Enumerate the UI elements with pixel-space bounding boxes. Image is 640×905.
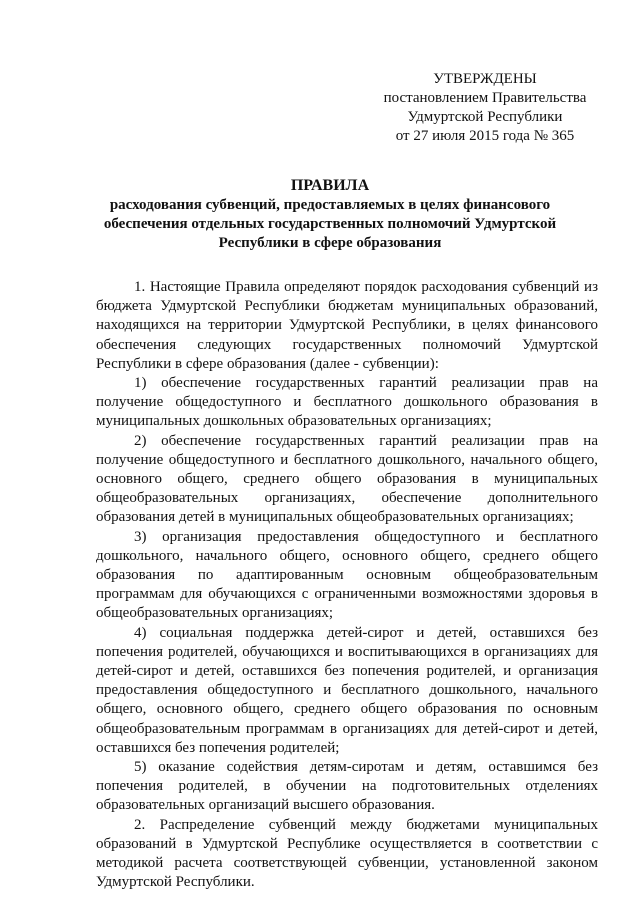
list-item-4: 4) социальная поддержка детей-сирот и детей, оставшихся без попечения родителей, обучающихся и воспитывающихся в организациях для детей-сирот и детей, оставшихся без попечения родителей, и организация предоставления общедоступного и бесплатного дошкольного, начального общего, основного общего, среднего общего образования по основным общеобразовательным программам в организациях для детей-сирот и детей, оставшихся без попечения родителей; (96, 624, 598, 756)
list-item-1: 1) обеспечение государственных гарантий реализации прав на получение общедоступного и бесплатного дошкольного образования в муниципальных дошкольных образовательных организациях; (96, 375, 598, 430)
approval-heading: УТВЕРЖДЕНЫ (433, 71, 537, 87)
list-item-5: 5) оказание содействия детям-сиротам и детям, оставшимся без попечения родителей, в обучении на подготовительных отделениях образовательных организаций высшего образования. (96, 759, 598, 814)
paragraph-1: 1. Настоящие Правила определяют порядок расходования субвенций из бюджета Удмуртской Республики бюджетам муниципальных образований, находящихся на территории Удмуртской Республики, в целях финансового обеспечения следующих государственных полномочий Удмуртской Республики в сфере образования (далее - субвенции): (96, 279, 598, 372)
document-title-block (96, 176, 564, 253)
document-subtitle: расходования субвенций, предоставляемых в целях финансового обеспечения отдельных государственных полномочий Удмуртской Республики в сфере образования (103, 197, 557, 251)
list-item-2: 2) обеспечение государственных гарантий реализации прав на получение общедоступного и бесплатного дошкольного, начального общего, основного общего, среднего общего образования в муниципальных общеобразовательных организациях, обеспечение дополнительного образования детей в муниципальных общеобразовательных организациях; (96, 432, 598, 526)
approval-date-line: от 27 июля 2015 года № 365 (395, 128, 575, 144)
approval-authority-line: Удмуртской Республики (407, 109, 563, 125)
paragraph-2: 2. Распределение субвенций между бюджетами муниципальных образований в Удмуртской Республике осуществляется в соответствии с методикой расчета соответствующей субвенции, установленной законом Удмуртской Республики. (96, 816, 598, 891)
approval-stamp (360, 70, 610, 146)
document-title: ПРАВИЛА (290, 177, 370, 194)
list-item-3: 3) организация предоставления общедоступного и бесплатного дошкольного, начального общего, основного общего, среднего общего образования по адаптированным основным общеобразовательным программам для обучающихся с ограниченными возможностями здоровья в общеобразовательных организациях; (96, 528, 598, 622)
approval-resolution-line: постановлением Правительства (383, 90, 587, 106)
document-body (96, 278, 598, 893)
